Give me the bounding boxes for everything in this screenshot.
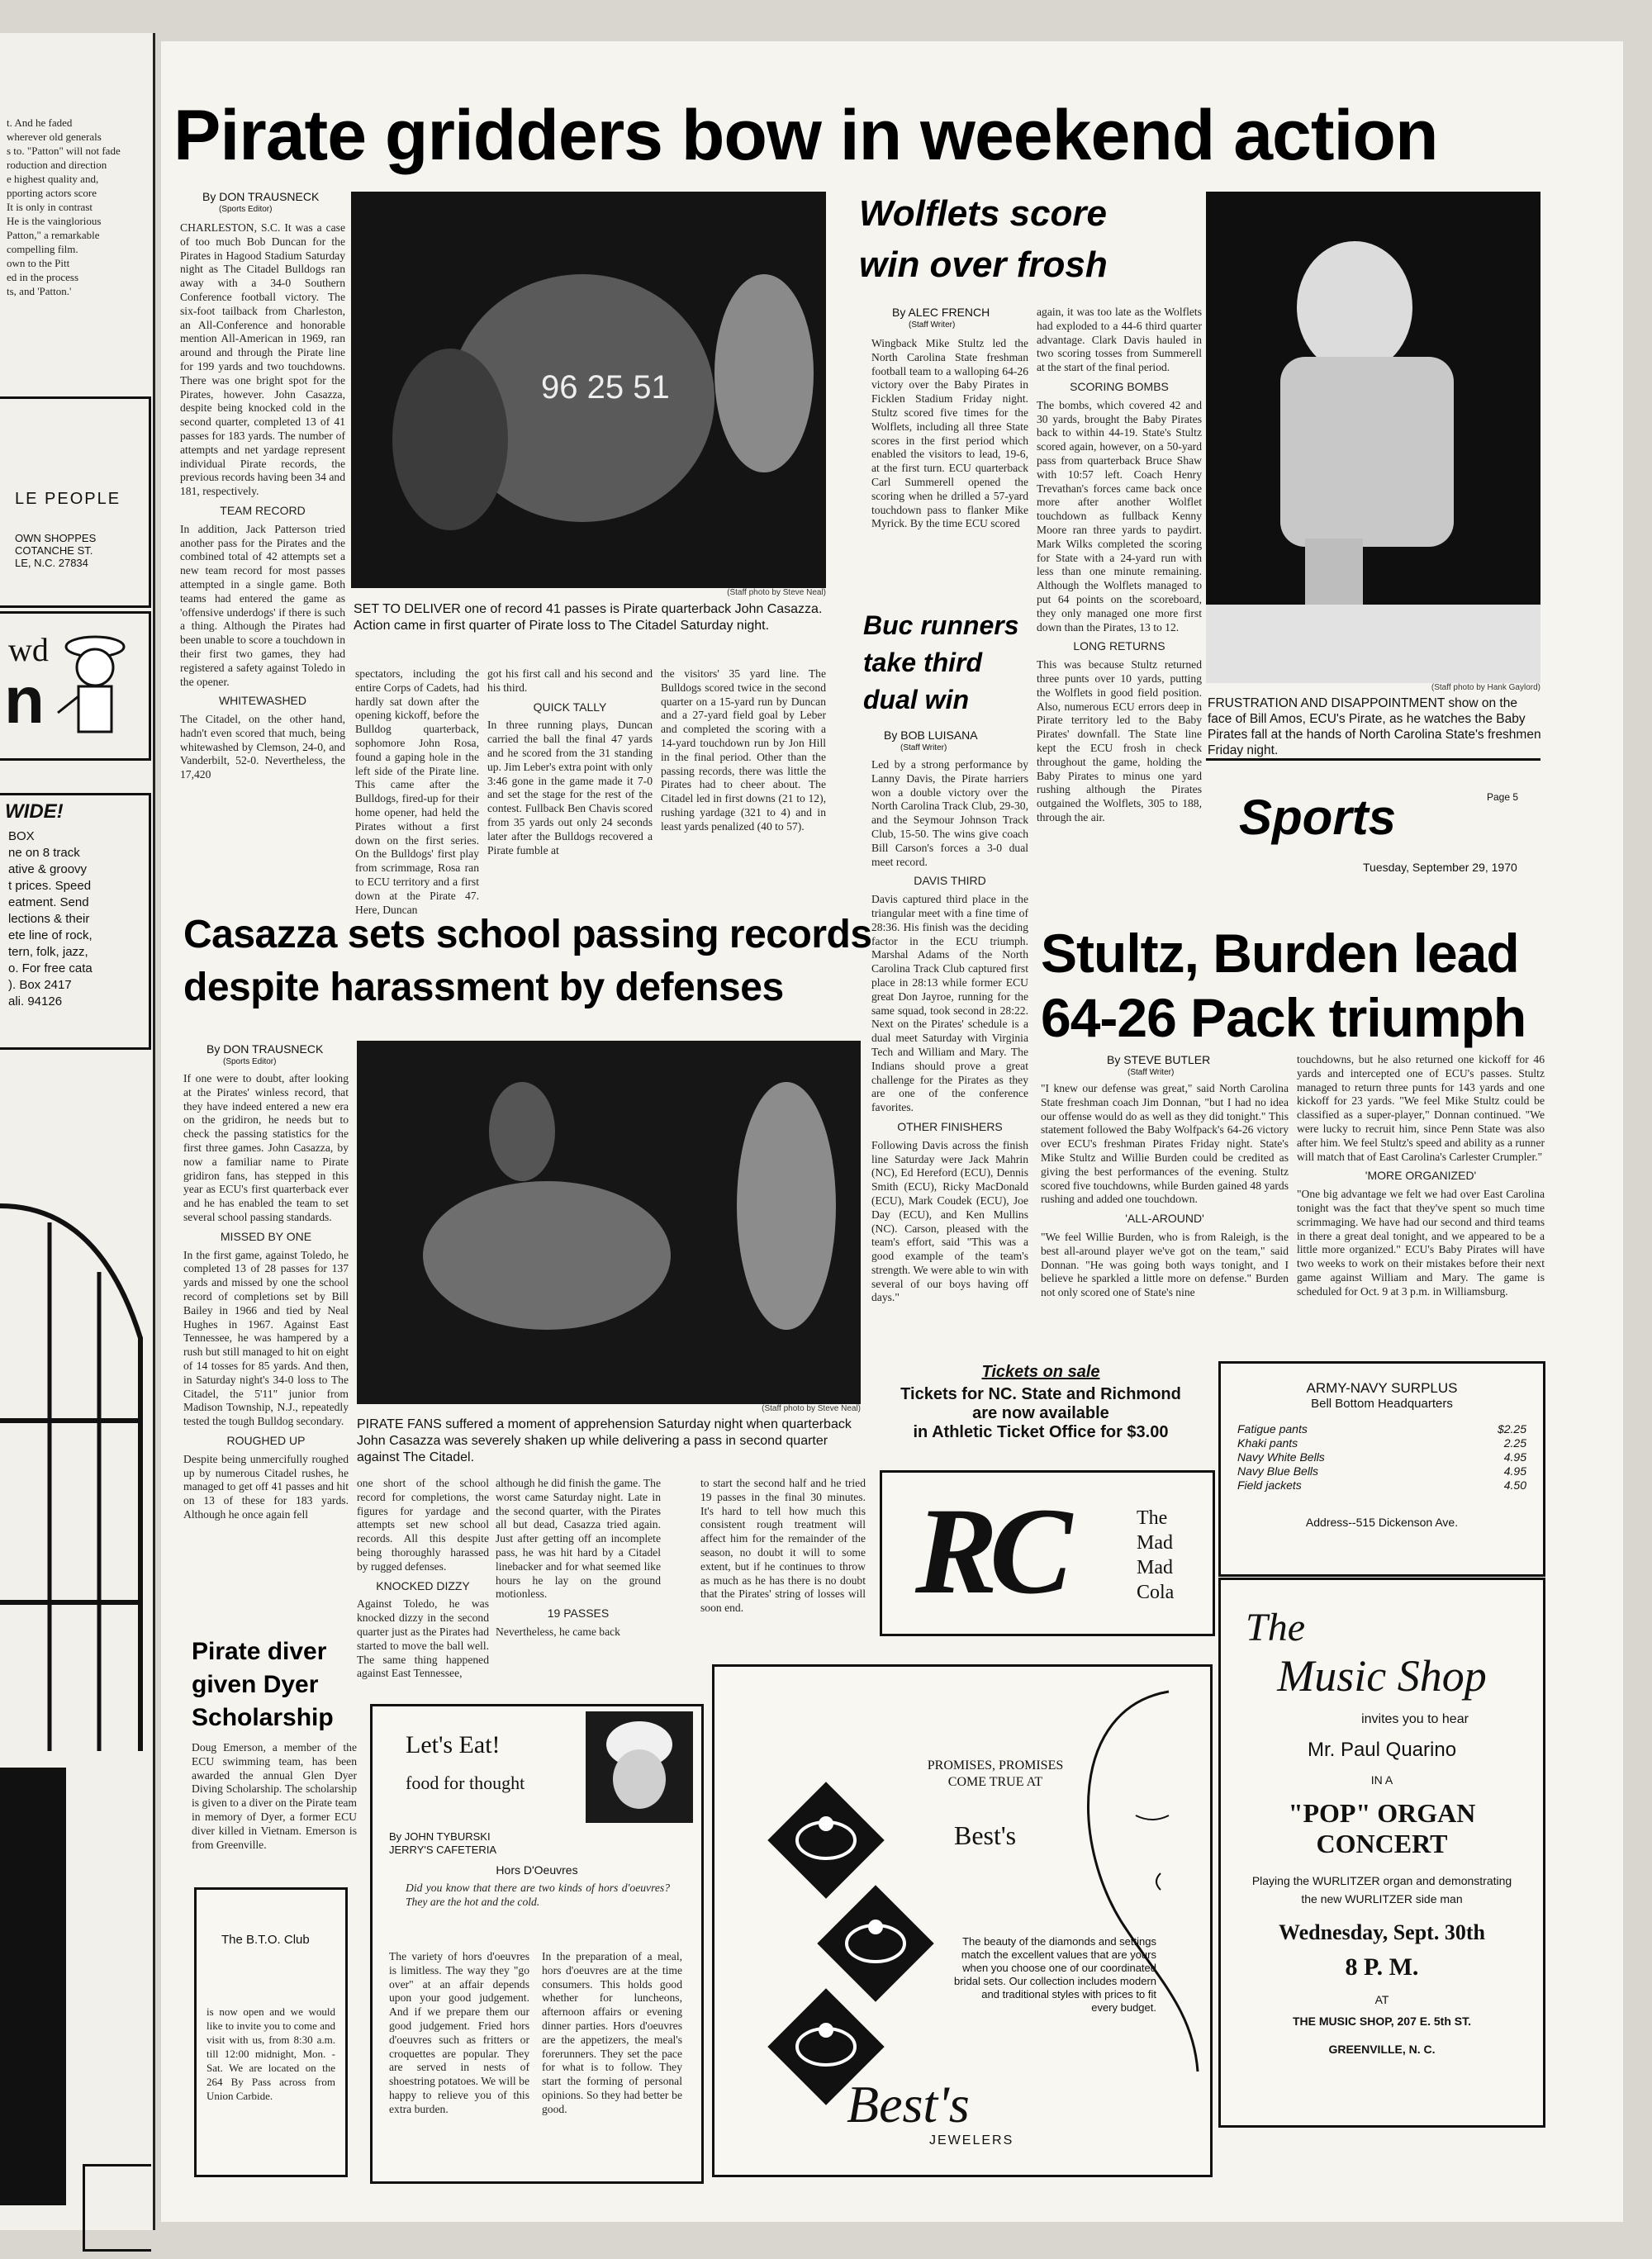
casazza-column-3: although he did finish the game. The worst came Saturday night. Late in the second quarter, with the Pirates all but dead, Casazza tried again. Just after getting off an incomplete pass, he was hit hard by a Citadel linebacker and for what seemed like hours he lay on the ground motionless. 19 PASSES Nevertheless, he came back <box>496 1477 661 1638</box>
left-ad-cartoon: wd n <box>0 611 151 761</box>
casazza-headline: Casazza sets school passing records despite harassment by defenses <box>183 913 872 1009</box>
story1-photo-credit: (Staff photo by Steve Neal) <box>727 588 826 597</box>
wolflets-column-2: again, it was too late as the Wolflets had exploded to a 44-6 third quarter advantage. Clark Davis hauled in two scoring tosses from Summerell at the start of the final period. SCORING BOMBS The bombs, which covered 42 and 30 yards, brought the Baby Pirates back to within 44-19. State's Stultz scored again, however, on a 50-yard pass from quarterback Bruce Shaw with 10:57 left. Coach Henry Trevathan's forces came back once more after another Wolflet touchdown as fullback Kenny Moore ran three yards to paydirt. Mark Wilks completed the scoring for State with a 24-yard run with less than one minute remaining. Although the Wolflets managed to put 64 points on the scoreboard, they only managed one more first down than the Pirates, 13 to 12. LONG RETURNS This was because Stultz returned three punts over 10 yards, putting the Wolflets in good field position. Also, numerous ECU errors deep in Pirate territory led to the Baby Pirates' downfall. The State line kept the ECU frosh in check throughout the game, holding the Baby Pirates to minus one yard rushing although the Pirates outgained the Wolflets, 305 to 188, through the air. <box>1037 306 1202 823</box>
buc-headline: Buc runners take third dual win <box>863 610 1019 714</box>
wolflets-byline-role: (Staff Writer) <box>909 320 956 330</box>
diver-headline: Pirate diver given Dyer Scholarship <box>192 1638 334 1731</box>
stultz-column-1: "I knew our defense was great," said North Carolina State freshman coach Jim Donnan, "but I had no idea our offense would do as well as they did tonight." This statement followed the Baby Wolfpack's 64-26 victory over ECU's freshman Pirates Friday night. State's Mike Stultz and Willie Burden could be credited as giving the best performances of the evening. Stultz scored five touchdowns, while Burden gained 48 yards rushing and added one touchdown. 'ALL-AROUND' "We feel Willie Burden, who is from Raleigh, is the best all-around player we've got on the team," said Donnan. "He was going both ways tonight, and I believe he sparkled a little more on defense." Burden not only scored one of State's nine <box>1041 1082 1289 1299</box>
tickets-notice: Tickets on sale Tickets for NC. State and Richmond are now available in Athletic Ticket Office for $3.00 <box>900 1363 1181 1441</box>
casazza-photo-caption: PIRATE FANS suffered a moment of apprehension Saturday night when quarterback John Casazza was severely shaken up while delivering a pass in second quarter against The Citadel. <box>357 1417 852 1464</box>
stultz-byline-role: (Staff Writer) <box>1127 1068 1175 1077</box>
left-strip-review-text: t. And he faded wherever old generals s to. "Patton" will not fade roduction and direction e highest quality and, pporting actors score It is only in contrast He is the vainglorious Patton," a remarkable compelling film. own to the Pitt ed in the process ts, and 'Patton.' <box>7 116 121 297</box>
diver-body: Doug Emerson, a member of the ECU swimming team, has been awarded the annual Glen Dyer Diving Scholarship. The scholarship is given to a diver on the Pirate team in memory of Dyer, a former ECU diver killed in Vietnam. Emerson is from Greenville. <box>192 1741 357 1851</box>
rc-cola-ad: RC The Mad Mad Cola <box>880 1470 1215 1636</box>
woman-face-illustration <box>1037 1683 1202 2080</box>
ring-icon <box>814 1890 938 1997</box>
stultz-headline: Stultz, Burden lead 64-26 Pack triumph <box>1041 923 1526 1048</box>
story1-column-2: spectators, including the entire Corps of Cadets, had hardly sat down after the opening kickoff, before the Bulldog quarterback, sophomore John Rosa, found a gaping hole in the left side of the Pirate line. This came after the Bulldogs, fired-up for their home opener, had held the Pirates without a first down on the first series. On the Bulldogs' first play from scrimmage, Rosa ran to ECU territory and a first down at the Pirate 47. Here, Duncan <box>355 667 479 916</box>
casazza-photo-credit: (Staff photo by Steve Neal) <box>762 1404 861 1413</box>
army-navy-ad: ARMY-NAVY SURPLUS Bell Bottom Headquarters Fatigue pants $2.25 Khaki pants 2.25 Navy White Bells 4.95 Navy Blue Bells 4.95 Field jackets 4.50 Address--515 Dickenson Ave. <box>1218 1361 1545 1577</box>
lets-eat-column: Let's Eat! food for thought By JOHN TYBURSKI JERRY'S CAFETERIA Hors D'Oeuvres Did you know that there are two kinds of hors d'oeuvres? They are the hot and the cold. The variety of hors d'oeuvres is limitless. The way they "go over" at an affair depends upon your good judgement. And if we prepare them our good judgement. Fried hors d'oeuvres such as fritters or croquettes are popular. They are served in nests of shoestring potatoes. We will be happy to relieve you of this extra burden. In the preparation of a meal, hors d'oeuvres are at the time consumers. This holds good whether for luncheons, afternoon affairs or evening dinner parties. Hors d'oeuvres are the appetizers, the meal's forerunners. They set the pace for what is to follow. They start the forming of personal opinions. So they had better be good. <box>370 1704 704 2184</box>
sports-flag-title: Sports <box>1239 790 1397 845</box>
bests-logo: Best's <box>847 2075 970 2133</box>
army-item: Navy White Bells 4.95 <box>1237 1450 1526 1464</box>
left-ad-records: WIDE! BOX ne on 8 track ative & groovy t prices. Speed eatment. Send lections & their ete line of rock, tern, folk, jazz, o. For free cata ). Box 2417 ali. 94126 <box>0 793 151 1050</box>
wolflets-byline: By ALEC FRENCH <box>892 306 990 319</box>
sports-flag-rule <box>1206 758 1540 761</box>
wolflets-column-1: Wingback Mike Stultz led the North Carolina State freshman football team to a walloping 64-26 victory over the Baby Pirates in Ficklen Stadium Friday night. Stultz scored five times for the Wolflets, including all three State scores in the first period which enabled the visitors to lead, 19-6, at the first turn. ECU quarterback Carl Summerell opened the scoring when he drilled a 57-yard touchdown pass to flanker Mike Myrick. By the time ECU scored <box>871 337 1028 530</box>
story1-photo-caption: SET TO DELIVER one of record 41 passes is Pirate quarterback John Casazza. Action came in first quarter of Pirate loss to The Citadel Saturday night. <box>354 602 823 633</box>
left-strip-page <box>0 33 155 2230</box>
amos-photo-credit: (Staff photo by Hank Gaylord) <box>1431 683 1540 692</box>
left-bottom-ad-border <box>83 2164 151 2252</box>
casazza-column-1: If one were to doubt, after looking at the Pirates' winless record, that they have indeed entered a new era on the gridiron, he needs but to check the passing statistics for the first three games. John Casazza, by now a familiar name to Pirate gridiron fans, has stepped in this year as ECU's first quarterback ever and he has enabled the team to set several school passing standards. MISSED BY ONE In the first game, against Toledo, he completed 13 of 28 passes for 137 yards and missed by one the school record of completions set by Bill Bailey in 1966 and tied by Neal Hughes in 1967. Against East Tennessee, he was hampered by a rush but still managed to hit on eight of 14 tosses for 85 yards. And then, in Saturday night's 34-0 loss to The Citadel, the 5'11" junior from Madison Township, N.J., repeatedly tested the tough Bulldog secondary. ROUGHED UP Despite being unmercifully roughed up by numerous Citadel rushes, he managed to get off 41 passes and hit on 13 of these for 183 yards. Although he once again fell <box>183 1072 349 1521</box>
stultz-byline: By STEVE BUTLER <box>1107 1053 1211 1066</box>
buc-byline-role: (Staff Writer) <box>900 743 947 752</box>
beer-bottle-ad-illustration <box>0 1768 66 2205</box>
stultz-column-2: touchdowns, but he also returned one kickoff for 46 yards and intercepted one of ECU's passes. Stultz managed to return three punts for 143 yards and one kickoff for 23 yards. "We feel Mike Stultz could be classified as a super-player," Donnan continued. "We were lucky to recruit him, since Penn State was also after him. We feel Stultz's speed and ability as a runner will match that of East Carolina's Carlester Crumpler." 'MORE ORGANIZED' "One big advantage we felt we had over East Carolina tonight was the fact that they've spent so much time scrimmaging. We have had our second and third teams in there a great deal tonight, and we appeared to be a little more organized." ECU's Baby Pirates will have two weeks to work on their mistakes before their next game against William and Mary. The game is scheduled for Oct. 9 at 3 p.m. in Williamsburg. <box>1297 1053 1545 1298</box>
bill-amos-photo <box>1206 192 1540 683</box>
bests-jewelers-ad: PROMISES, PROMISES COME TRUE AT Best's The beauty of the diamonds and settings match the excellent values that are yours when you choose one of our coordinated bridal sets. Our collection includes modern and traditional styles with prices to fit every budget. Best's JEWELERS <box>712 1664 1213 2177</box>
army-item: Khaki pants 2.25 <box>1237 1436 1526 1450</box>
casazza-byline-role: (Sports Editor) <box>223 1057 277 1066</box>
rc-logo: RC <box>915 1483 1065 1620</box>
cartoon-figure-icon <box>50 622 140 746</box>
music-shop-ad: The Music Shop invites you to hear Mr. Paul Quarino IN A "POP" ORGAN CONCERT Playing the WURLITZER organ and demonstrating the new WURLITZER side man Wednesday, Sept. 30th 8 P. M. AT THE MUSIC SHOP, 207 E. 5th ST. GREENVILLE, N. C. <box>1218 1578 1545 2128</box>
story1-column-1: CHARLESTON, S.C. It was a case of too much Bob Duncan for the Pirates in Hagood Stadium Saturday night as The Citadel Bulldogs ran away with a 34-0 Southern Conference football victory. The six-foot tailback from Charleston, an All-Conference and honorable mention All-American in 1969, ran around and through the Pirate line for 199 yards and two touchdowns. There was one bright spot for the Pirates, however. John Casazza, despite being knocked cold in the second quarter, completed 13 of 41 passes for 183 yards. The number of attempts and net yardage represent individual Pirate records, the previous records having been 34 and 181, respectively. TEAM RECORD In addition, Jack Patterson tried another pass for the Pirates and the combined total of 42 attempts set a new team record for most passes attempted in a single game. Both teams had entered the game as 'offensive underdogs' if there is such a thing. Although the Pirates had been unable to score a touchdown in their first two games, they had registered a safety against Toledo in the opener. WHITEWASHED The Citadel, on the other hand, hadn't even scored that much, being whitewashed by Clemson, 24-0, and Vanderbilt, 52-0. Nevertheless, the 17,420 <box>180 221 345 781</box>
army-item: Navy Blue Bells 4.95 <box>1237 1464 1526 1478</box>
bto-club-ad: The B.T.O. Club is now open and we would like to invite you to come and visit with us, from 8:30 a.m. till 12:00 midnight, Mon. - Sat. We are located on the 264 By Pass across from Union Carbide. <box>194 1887 348 2177</box>
birdcage-ad-illustration <box>0 1173 149 1751</box>
casazza-column-2: one short of the school record for completions, the figures for yardage and attempts set new school records. All this despite being thoroughly harassed by rugged defenses. KNOCKED DIZZY Against Toledo, he was knocked dizzy in the second quarter just as the Pirates had started to move the ball well. The same thing happened against East Tennessee, <box>357 1477 489 1680</box>
sports-flag-page: Page 5 <box>1487 791 1519 803</box>
sports-flag-date: Tuesday, September 29, 1970 <box>1363 861 1517 874</box>
buc-column-1: Led by a strong performance by Lanny Davis, the Pirate harriers won a double victory over the North Carolina Track Club, 29-30, and the Seymour Johnson Track Club, 15-50. The wins give coach Bill Carson's forces a 3-0 dual meet record. DAVIS THIRD Davis captured third place in the triangular meet with a fine time of 28:36. His finish was the deciding factor in the ECU triumph. Marshal Adams of the North Carolina Track Club captured first place in 28:13 while former ECU great Don Jayroe, running for the same squad, took second in 28:22. Next on the Pirates' schedule is a dual meet Saturday with Virginia Tech and William and Mary. The Indians should prove a great challenge for the Pirates as they are one of the conference favorites. OTHER FINISHERS Following Davis across the finish line Saturday were Jack Mahrin (NC), Ed Hereford (ECU), Dennis Smith (ECU), Ricky MacDonald (ECU), Mark Coudek (ECU), Joe Day (ECU), and Ken Mullins (NC). Carson, pleased with the team's effort, said "This was a good example of the team's strength. We were able to win with several of our boys having off days." <box>871 758 1028 1304</box>
casazza-column-4: to start the second half and he tried 19 passes in the final 30 minutes. It's hard to tell how much this consistent rough treatment will affect him for the remainder of the season, no doubt it will to some extent, but if he continues to throw as much as he has there is no doubt that the Pirates' string of losses will soon end. <box>700 1477 866 1615</box>
story1-byline: By DON TRAUSNECK <box>202 190 320 203</box>
chef-portrait-icon <box>586 1711 693 1823</box>
ring-icon <box>764 1787 888 1894</box>
casazza-photo <box>357 1041 861 1404</box>
svg-text:96 25 51: 96 25 51 <box>541 369 670 406</box>
story1-byline-role: (Sports Editor) <box>219 205 273 214</box>
army-item: Fatigue pants $2.25 <box>1237 1422 1526 1436</box>
main-headline: Pirate gridders bow in weekend action <box>173 96 1438 175</box>
left-ad-people: LE PEOPLE OWN SHOPPES COTANCHE ST. LE, N.C. 27834 <box>0 396 151 608</box>
amos-photo-caption: FRUSTRATION AND DISAPPOINTMENT show on the face of Bill Amos, ECU's Pirate, as he watches the Baby Pirates fall at the hands of North Carolina State's freshmen Friday night. <box>1208 696 1541 757</box>
story1-column-4: the visitors' 35 yard line. The Bulldogs scored twice in the second quarter on a 15-yard run by Duncan and a 27-yard field goal by Leber and completed the scoring with a 14-yard touchdown run by Jon Hill in the final period. Other than the passing records, there was little the Pirates had to cheer about. The Citadel led in first downs (21 to 12), rushing yardage (321 to 4) and in least yards penalized (40 to 57). <box>661 667 826 833</box>
army-item: Field jackets 4.50 <box>1237 1478 1526 1492</box>
football-action-photo <box>351 192 826 588</box>
story1-column-3: got his first call and his second and his third. QUICK TALLY In three running plays, Duncan carried the ball the final 47 yards and he scored from the 31 standing up. Jim Leber's extra point with only 3:46 gone in the game made it 7-0 and set the stage for the rest of the contest. Fullback Ben Chavis scored from 35 yards out only 24 seconds later after the Bulldogs recovered a Pirate fumble at <box>487 667 653 857</box>
casazza-byline: By DON TRAUSNECK <box>206 1042 324 1056</box>
wolflets-headline: Wolflets score win over frosh <box>859 193 1108 285</box>
buc-byline: By BOB LUISANA <box>884 728 978 742</box>
